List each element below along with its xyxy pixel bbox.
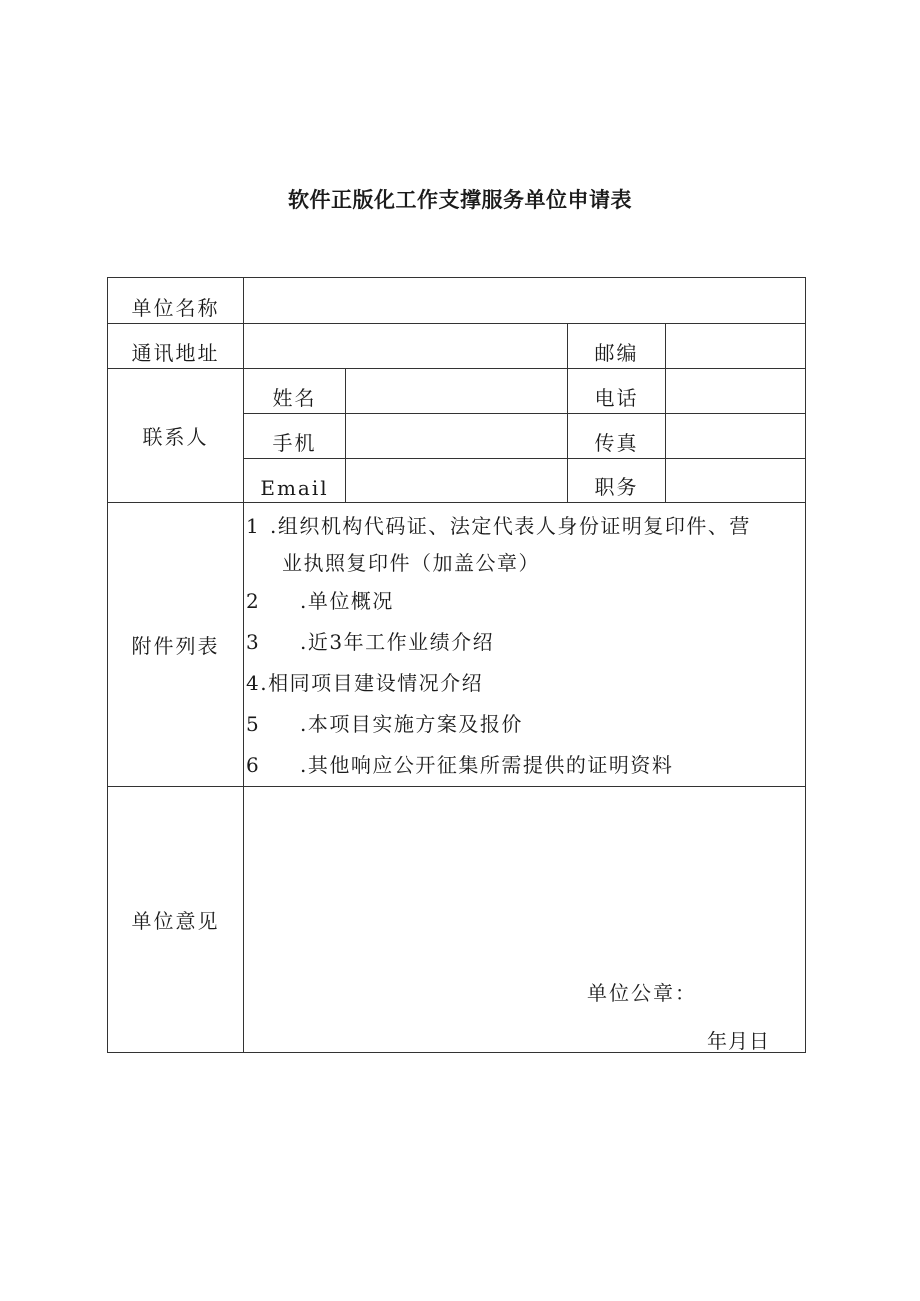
attachments-label: 附件列表	[108, 503, 244, 787]
attachment-item	[246, 622, 805, 663]
attachment-number: 1	[246, 514, 261, 538]
attachment-number: 3	[246, 630, 261, 654]
attachment-text: .组织机构代码证、法定代表人身份证明复印件、营	[270, 514, 751, 538]
address-field[interactable]	[244, 324, 568, 369]
opinion-field[interactable]	[244, 787, 806, 1053]
attachment-item	[246, 745, 805, 786]
fax-field[interactable]	[666, 414, 806, 459]
phone-label: 电话	[568, 369, 666, 414]
phone-field[interactable]	[666, 369, 806, 414]
application-form-table	[107, 277, 806, 1053]
attachment-number: 6	[246, 753, 261, 777]
attachment-item	[246, 511, 805, 541]
attachment-number: 5	[246, 712, 261, 736]
attachment-item	[246, 704, 805, 745]
attachment-item-continuation: 业执照复印件（加盖公章）	[282, 551, 540, 575]
unit-name-field[interactable]	[244, 278, 806, 324]
mobile-field[interactable]	[346, 414, 568, 459]
address-label: 通讯地址	[108, 324, 244, 369]
contact-name-field[interactable]	[346, 369, 568, 414]
attachment-item	[246, 581, 805, 622]
position-label: 职务	[568, 459, 666, 503]
attachment-number: 2	[246, 589, 261, 613]
seal-label: 单位公章：	[587, 981, 697, 1005]
attachment-item	[246, 663, 805, 704]
mobile-label: 手机	[244, 414, 346, 459]
attachment-text: .近3年工作业绩介绍	[300, 630, 495, 654]
postcode-field[interactable]	[666, 324, 806, 369]
email-label: Email	[244, 459, 346, 503]
date-label: 年月日	[707, 1029, 770, 1053]
attachment-text: .其他响应公开征集所需提供的证明资料	[300, 753, 674, 777]
contact-name-label: 姓名	[244, 369, 346, 414]
unit-name-label: 单位名称	[108, 278, 244, 324]
contact-label: 联系人	[108, 369, 244, 503]
position-field[interactable]	[666, 459, 806, 503]
attachment-text: 4.相同项目建设情况介绍	[246, 671, 484, 695]
attachment-text: .单位概况	[300, 589, 394, 613]
page-title: 软件正版化工作支撑服务单位申请表	[288, 188, 632, 212]
postcode-label: 邮编	[568, 324, 666, 369]
attachment-text: .本项目实施方案及报价	[300, 712, 523, 736]
attachments-list	[244, 503, 806, 787]
opinion-label: 单位意见	[108, 787, 244, 1053]
email-field[interactable]	[346, 459, 568, 503]
fax-label: 传真	[568, 414, 666, 459]
